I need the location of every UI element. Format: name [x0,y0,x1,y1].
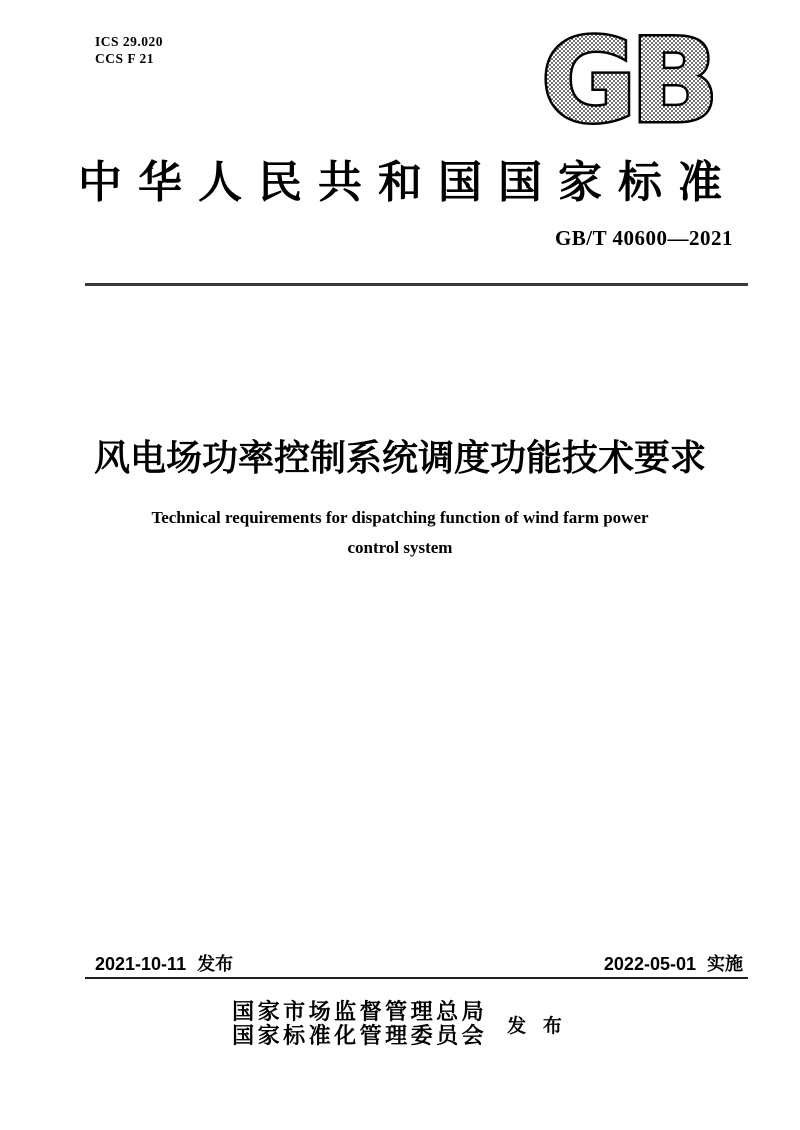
gb-logo-svg [541,24,713,134]
issue-date: 2021-10-11 [95,954,187,974]
publisher-line1: 国家市场监督管理总局 [232,999,488,1024]
gb-logo [541,24,713,134]
dates-row [95,950,743,976]
publisher-line2: 国家标准化管理委员会 [232,1023,488,1048]
implement-date-group [604,950,743,976]
ccs-code: CCS F 21 [95,51,155,66]
ics-code: ICS 29.020 [95,34,164,49]
standard-title-english-line2: control system [347,538,453,557]
standard-title-chinese: 风电场功率控制系统调度功能技术要求 [93,437,706,478]
issue-date-group [95,950,233,976]
standard-title-english-line1: Technical requirements for dispatching function of wind farm power [151,508,649,527]
national-standard-heading: 中华人民共和国国家标准 [78,158,738,207]
bottom-horizontal-rule [85,977,748,979]
top-horizontal-rule [85,283,748,286]
publisher-footer [0,1000,800,1048]
classification-codes [95,33,163,67]
publish-label: 发 布 [507,1015,568,1037]
standard-title-english [0,503,800,563]
gb-logo-text: GB [541,24,713,134]
implement-label: 实施 [707,954,743,974]
publisher-names [232,1000,487,1048]
implement-date: 2022-05-01 [603,954,696,974]
standard-number: GB/T 40600—2021 [554,226,733,250]
issue-label: 发布 [197,954,234,974]
